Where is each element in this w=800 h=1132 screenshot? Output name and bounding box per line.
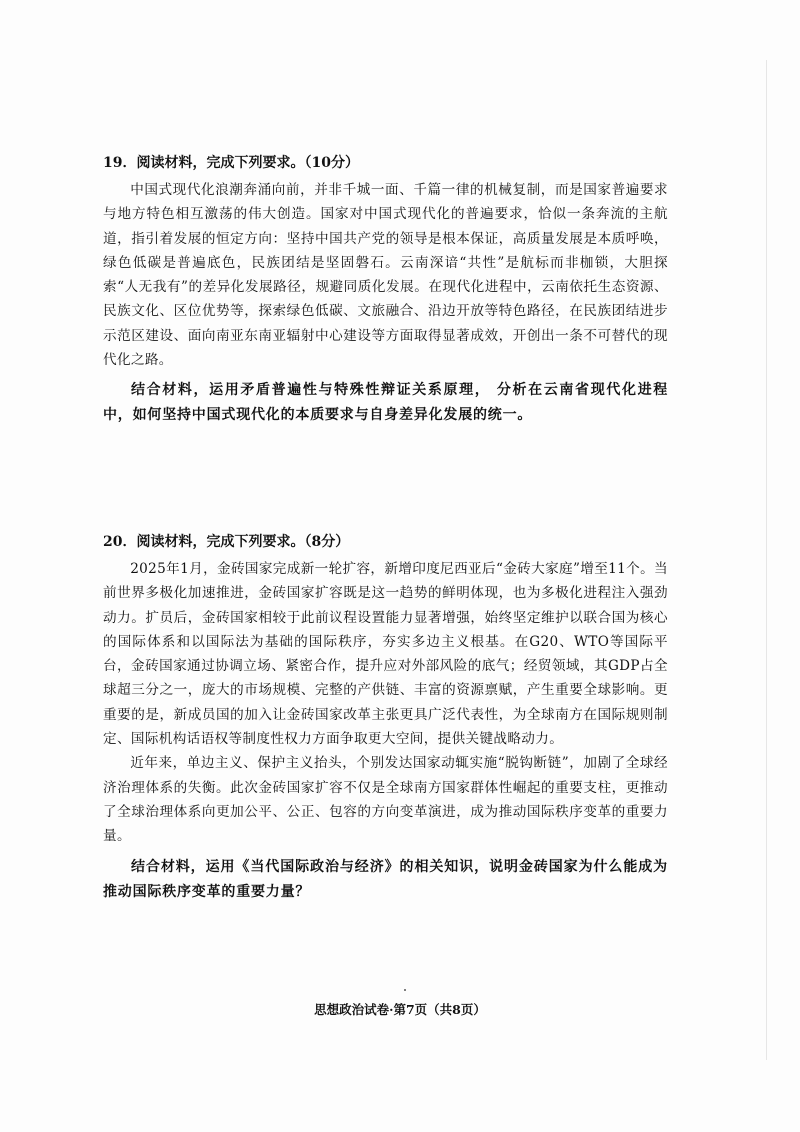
question-20-material-2: 近年来，单边主义、保护主义抬头，个别发达国家动辄实施“脱钩断链”，加剧了全球经济治理体系的失衡。此次金砖国家扩容不仅是全球南方国家群体性崛起的重要支柱，更推动了全球治理体系向更加公平、公正、包容的方向变革演进，成为推动国际秩序变革的重要力量。 [103,755,668,845]
scan-speck [404,989,406,991]
question-20 [103,530,668,905]
question-19-header: 19．阅读材料，完成下列要求。（10分） [103,155,359,171]
page-footer: 思想政治试卷·第7页（共8页） [314,1002,486,1017]
question-20-material-1: 2025年1月，金砖国家完成新一轮扩容，新增印度尼西亚后“金砖大家庭”增至11个。当前世界多极化加速推进，金砖国家扩容既是这一趋势的鲜明体现，也为多极化进程注入强劲动力。扩员后，金砖国家相较于此前议程设置能力显著增强，始终坚定维护以联合国为核心的国际体系和以国际法为基础的国际秩序，夯实多边主义根基。在G20、WTO等国际平台，金砖国家通过协调立场、紧密合作，提升应对外部风险的底气；经贸领域，其GDP占全球超三分之一，庞大的市场规模、完整的产供链、丰富的资源禀赋，产生重要全球影响。更重要的是，新成员国的加入让金砖国家改革主张更具广泛代表性，为全球南方在国际规则制定、国际机构话语权等制度性权力方面争取更大空间，提供关键战略动力。 [103,561,668,748]
question-20-header: 20．阅读材料，完成下列要求。（8分） [103,534,350,550]
scan-edge-line [766,60,767,1060]
question-20-task: 结合材料，运用《当代国际政治与经济》的相关知识，说明金砖国家为什么能成为推动国际秩序变革的重要力量？ [103,858,668,900]
question-19 [103,151,668,428]
question-19-material: 中国式现代化浪潮奔涌向前，并非千城一面、千篇一律的机械复制，而是国家普遍要求与地方特色相互激荡的伟大创造。国家对中国式现代化的普遍要求，恰似一条奔流的主航道，指引着发展的恒定方向：坚持中国共产党的领导是根本保证，高质量发展是本质呼唤，绿色低碳是普遍底色，民族团结是坚固磐石。云南深谙“共性”是航标而非枷锁，大胆探索“人无我有”的差异化发展路径，规避同质化发展。在现代化进程中，云南依托生态资源、民族文化、区位优势等，探索绿色低碳、文旅融合、沿边开放等特色路径，在民族团结进步示范区建设、面向南亚东南亚辐射中心建设等方面取得显著成效，开创出一条不可替代的现代化之路。 [103,182,668,369]
question-19-task: 结合材料，运用矛盾普遍性与特殊性辩证关系原理， 分析在云南省现代化进程中，如何坚持中国式现代化的本质要求与自身差异化发展的统一。 [103,382,668,424]
